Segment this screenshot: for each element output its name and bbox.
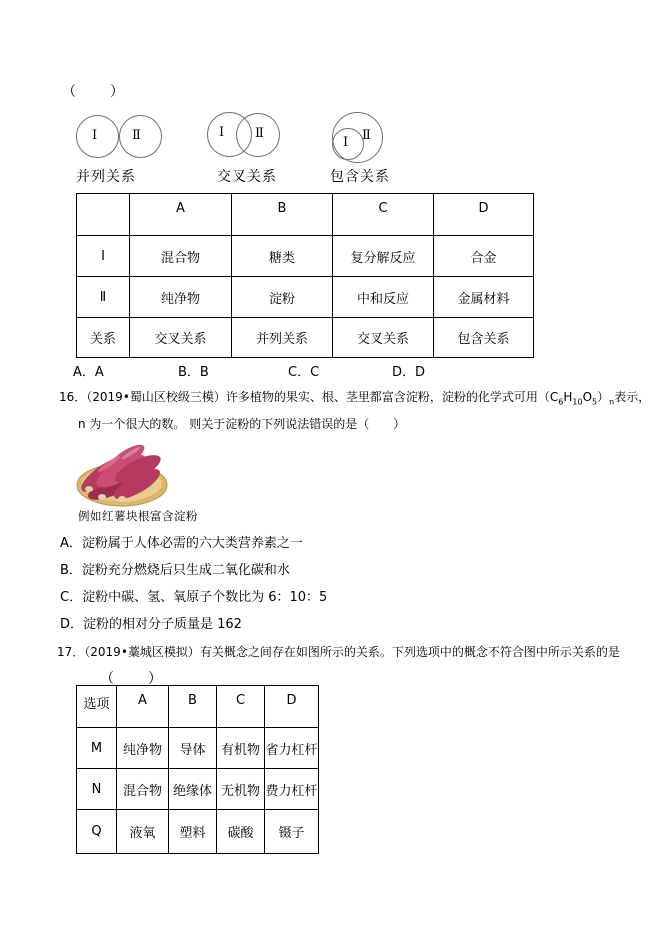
cell: 有机物 bbox=[217, 728, 265, 769]
row-label: Ⅱ bbox=[77, 277, 130, 318]
q17-intro-line bbox=[57, 643, 620, 660]
cell: 合金 bbox=[434, 236, 534, 277]
cell: 绝缘体 bbox=[169, 769, 217, 810]
potato-tip bbox=[85, 486, 93, 492]
choice-d: D．D bbox=[392, 365, 426, 380]
cell: 纯净物 bbox=[130, 277, 232, 318]
cell: 中和反应 bbox=[333, 277, 434, 318]
q17-text: （2019•藁城区模拟）有关概念之间存在如图所示的关系。下列选项中的概念不符合图中所示关系的是 bbox=[84, 645, 620, 659]
cell: 混合物 bbox=[130, 236, 232, 277]
relation-table bbox=[76, 193, 534, 358]
header-cell: D bbox=[434, 194, 534, 236]
q16-option-b: B．淀粉充分燃烧后只生成二氧化碳和水 bbox=[60, 563, 290, 578]
cell: 省力杠杆 bbox=[265, 728, 319, 769]
choice-c: C．C bbox=[288, 365, 320, 380]
set-label-II: Ⅱ bbox=[362, 128, 371, 143]
table-header-row bbox=[77, 686, 319, 728]
formula-element-h: H bbox=[563, 390, 573, 404]
cell: 纯净物 bbox=[117, 728, 169, 769]
table-row bbox=[77, 769, 319, 810]
cell: 无机物 bbox=[217, 769, 265, 810]
header-cell: D bbox=[265, 686, 319, 728]
cell: 金属材料 bbox=[434, 277, 534, 318]
formula-close-paren: ） bbox=[597, 390, 610, 404]
table-row bbox=[77, 236, 534, 277]
q16-number: 16． bbox=[59, 390, 87, 404]
cell: 淀粉 bbox=[232, 277, 333, 318]
cell: 液氧 bbox=[117, 810, 169, 854]
row-label: N bbox=[77, 769, 117, 810]
venn-label-contain: 包含关系 bbox=[330, 169, 390, 185]
header-cell: A bbox=[130, 194, 232, 236]
table-header-row bbox=[77, 194, 534, 236]
row-label: Q bbox=[77, 810, 117, 854]
set-label-I: Ⅰ bbox=[219, 125, 225, 140]
choice-a: A．A bbox=[73, 365, 104, 380]
row-label: M bbox=[77, 728, 117, 769]
formula-element-o: O bbox=[582, 390, 593, 404]
q16-option-d: D．淀粉的相对分子质量是 162 bbox=[60, 617, 242, 632]
formula-subscript-c: 6 bbox=[558, 397, 564, 407]
cell: 糖类 bbox=[232, 236, 333, 277]
potato-tip bbox=[98, 494, 106, 500]
q16-option-c: C．淀粉中碳、氢、氧原子个数比为 6：10：5 bbox=[60, 590, 328, 605]
row-label: Ⅰ bbox=[77, 236, 130, 277]
formula-subscript-o: 5 bbox=[592, 397, 598, 407]
cell: 碳酸 bbox=[217, 810, 265, 854]
header-cell: A bbox=[117, 686, 169, 728]
header-cell: B bbox=[232, 194, 333, 236]
cell: 包含关系 bbox=[434, 318, 534, 358]
header-cell: C bbox=[217, 686, 265, 728]
q16-intro-tail: 表示， bbox=[614, 390, 651, 404]
q16-intro-line2: n 为一个很大的数。 则关于淀粉的下列说法错误的是（ ） bbox=[78, 417, 406, 431]
cell: 混合物 bbox=[117, 769, 169, 810]
venn-label-parallel: 并列关系 bbox=[76, 169, 136, 185]
cell: 导体 bbox=[169, 728, 217, 769]
set-label-II: Ⅱ bbox=[132, 128, 141, 143]
header-cell: B bbox=[169, 686, 217, 728]
set-label-I: Ⅰ bbox=[92, 128, 98, 143]
table-row bbox=[77, 318, 534, 358]
header-cell: C bbox=[333, 194, 434, 236]
header-cell: 选项 bbox=[77, 686, 117, 728]
cell: 塑料 bbox=[169, 810, 217, 854]
cell: 镊子 bbox=[265, 810, 319, 854]
cell: 交叉关系 bbox=[333, 318, 434, 358]
options-table bbox=[76, 685, 319, 854]
formula-subscript-h: 10 bbox=[572, 397, 583, 407]
row-label: 关系 bbox=[77, 318, 130, 358]
set-label-I: Ⅰ bbox=[343, 135, 349, 150]
table-row bbox=[77, 277, 534, 318]
table-row bbox=[77, 728, 319, 769]
sweet-potato-image bbox=[75, 439, 172, 508]
formula-subscript-n: n bbox=[609, 397, 615, 407]
cell: 费力杠杆 bbox=[265, 769, 319, 810]
table-row bbox=[77, 810, 319, 854]
header-cell bbox=[77, 194, 130, 236]
cell: 交叉关系 bbox=[130, 318, 232, 358]
q16-intro-line bbox=[59, 388, 650, 405]
cell: 复分解反应 bbox=[333, 236, 434, 277]
venn-circle-left bbox=[76, 115, 119, 158]
image-caption: 例如红薯块根富含淀粉 bbox=[78, 509, 198, 523]
q16-intro-text: （2019•蜀山区校级三模）许多植物的果实、根、茎里都富含淀粉，淀粉的化学式可用（C bbox=[86, 390, 559, 404]
set-label-II: Ⅱ bbox=[255, 126, 264, 141]
venn-label-overlap: 交叉关系 bbox=[217, 169, 277, 185]
potato-tip bbox=[118, 496, 126, 502]
q16-option-a: A．淀粉属于人体必需的六大类营养素之一 bbox=[60, 536, 303, 551]
answer-bracket-top: （ ） bbox=[62, 84, 126, 100]
q17-number: 17． bbox=[57, 645, 85, 659]
cell: 并列关系 bbox=[232, 318, 333, 358]
answer-bracket-q17: （ ） bbox=[100, 671, 164, 687]
choice-b: B．B bbox=[178, 365, 209, 380]
